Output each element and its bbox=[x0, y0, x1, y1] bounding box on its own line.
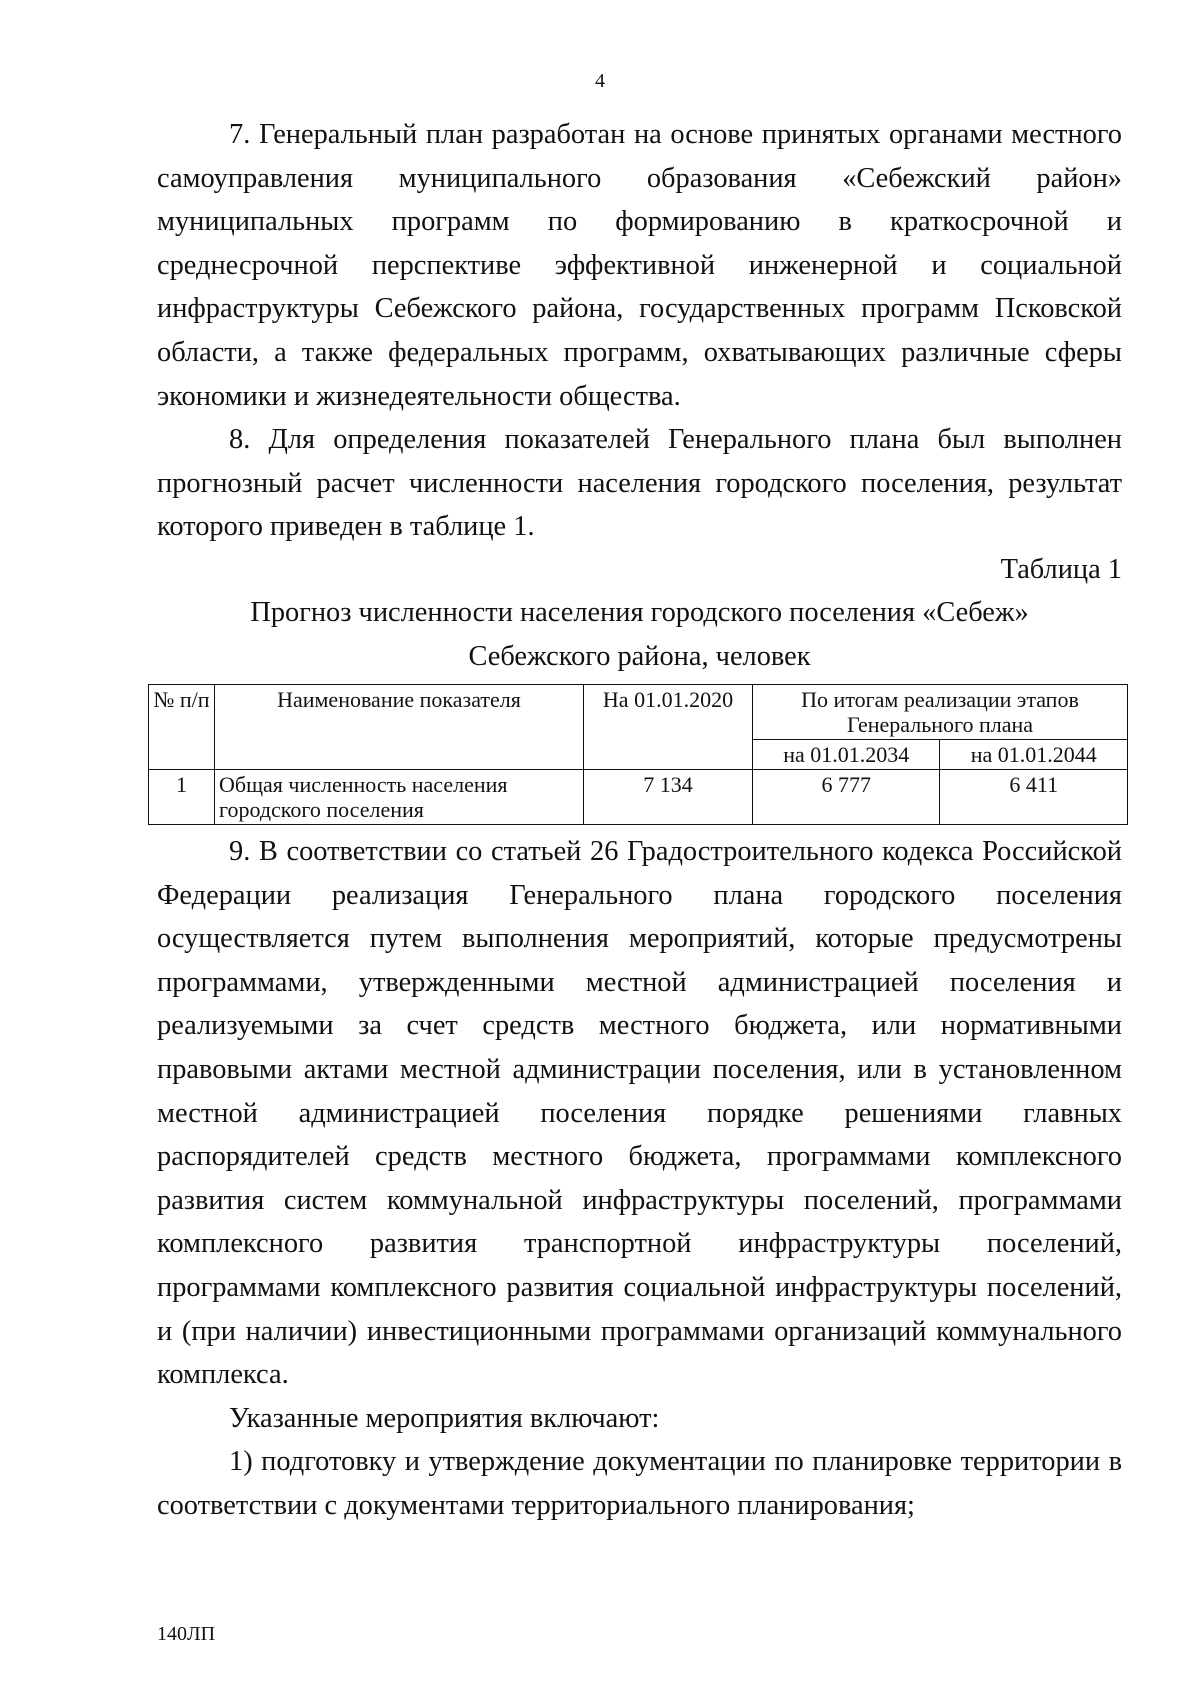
cell-stage-1: 6 777 bbox=[753, 770, 940, 825]
header-num: № п/п bbox=[149, 685, 215, 770]
header-stage-1: на 01.01.2034 bbox=[753, 740, 940, 770]
paragraph-8: 8. Для определения показателей Генерального плана был выполнен прогнозный расчет численности населения городского поселения, результат которого приведен в таблице 1. bbox=[157, 424, 1122, 543]
cell-base: 7 134 bbox=[584, 770, 753, 825]
table-label: Таблица 1 bbox=[1000, 554, 1122, 585]
table-row bbox=[149, 770, 1128, 825]
population-forecast-table bbox=[148, 684, 1128, 825]
paragraphs-block-2 bbox=[157, 830, 1122, 1528]
header-stage-2: на 01.01.2044 bbox=[940, 740, 1128, 770]
table-title-line-1: Прогноз численности населения городского поселения «Себеж» bbox=[250, 597, 1029, 628]
header-stages: По итогам реализации этапов Генерального плана bbox=[753, 685, 1128, 740]
paragraph-measure-1: 1) подготовку и утверждение документации по планировке территории в соответствии с документами территориального планирования; bbox=[157, 1446, 1122, 1521]
footer-code: 140ЛП bbox=[157, 1623, 216, 1645]
table-header-row bbox=[149, 685, 1128, 740]
cell-name: Общая численность населения городского поселения bbox=[215, 770, 584, 825]
header-base-date: На 01.01.2020 bbox=[584, 685, 753, 770]
paragraphs-block-1 bbox=[157, 113, 1122, 549]
cell-stage-2: 6 411 bbox=[940, 770, 1128, 825]
page-number: 4 bbox=[595, 70, 605, 92]
paragraph-7: 7. Генеральный план разработан на основе принятых органами местного самоуправления муниципального образования «Себежский район» муниципальных программ по формированию в краткосрочной и среднесрочной перспективе эффективной инженерной и социальной инфраструктуры Себежского района, государственных программ Псковской области, а также федеральных программ, охватывающих различные сферы экономики и жизнедеятельности общества. bbox=[157, 119, 1122, 412]
paragraph-measures-intro: Указанные мероприятия включают: bbox=[229, 1402, 660, 1434]
table-title bbox=[157, 591, 1122, 678]
paragraph-9: 9. В соответствии со статьей 26 Градостроительного кодекса Российской Федерации реализация Генерального плана городского поселения осуществляется путем выполнения мероприятий, которые предусмотрены программами, утвержденными местной администрацией поселения и реализуемыми за счет средств местного бюджета, или нормативными правовыми актами местной администрации поселения, или в установленном местной администрацией поселения порядке решениями главных распорядителей средств местного бюджета, программами комплексного развития систем коммунальной инфраструктуры поселений, программами комплексного развития транспортной инфраструктуры поселений, программами комплексного развития социальной инфраструктуры поселений, и (при наличии) инвестиционными программами организаций коммунального комплекса. bbox=[157, 836, 1122, 1391]
cell-num: 1 bbox=[149, 770, 215, 825]
header-name: Наименование показателя bbox=[215, 685, 584, 770]
table-title-line-2: Себежского района, человек bbox=[468, 640, 811, 672]
